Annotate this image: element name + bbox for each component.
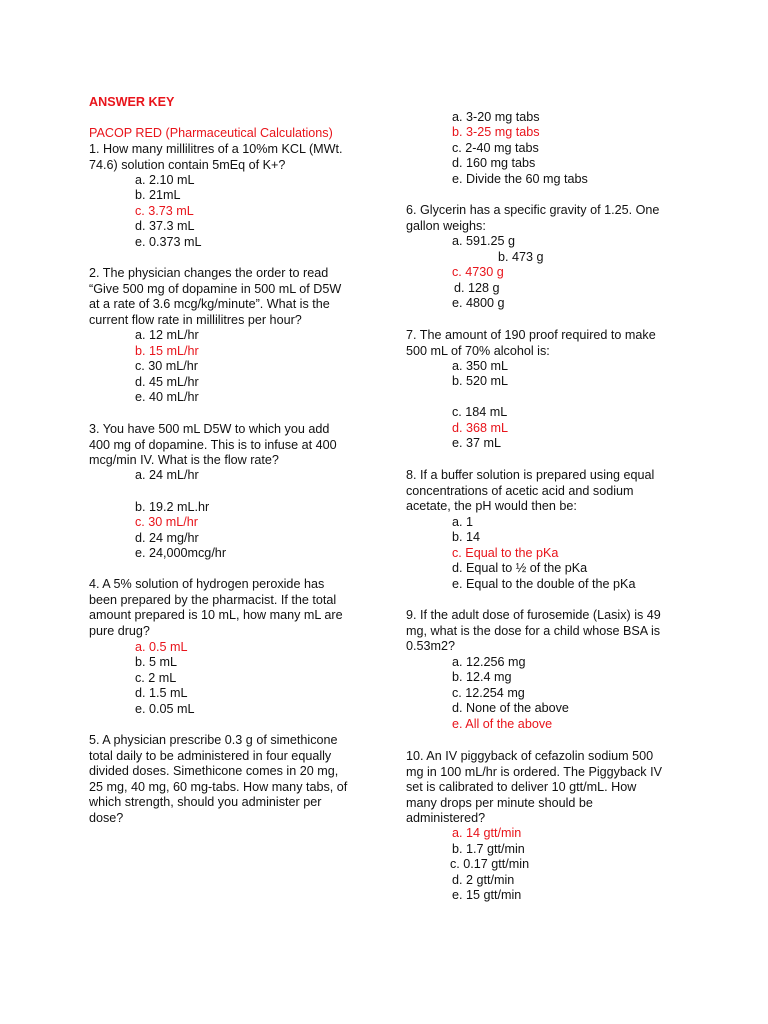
option-8d: d. Equal to ½ of the pKa (452, 561, 588, 575)
question-text: pure drug? (89, 623, 150, 638)
option-6b: b. 473 g (498, 250, 544, 264)
option-3d: d. 24 mg/hr (135, 531, 199, 545)
question-5 (89, 733, 347, 826)
option-4b: b. 5 mL (135, 655, 177, 669)
question-text: 6. Glycerin has a specific gravity of 1.25. One (406, 203, 660, 217)
question-text: 2. The physician changes the order to read (89, 266, 329, 280)
option-2a: a. 12 mL/hr (135, 328, 199, 342)
option-5b-answer: b. 3-25 mg tabs (452, 125, 540, 139)
option-10d: d. 2 gtt/min (452, 873, 515, 887)
option-9b: b. 12.4 mg (452, 670, 512, 684)
option-10e: e. 15 gtt/min (452, 888, 522, 902)
question-text: at a rate of 3.6 mcg/kg/minute”. What is the (89, 297, 330, 311)
option-9d: d. None of the above (452, 701, 569, 715)
option-5d: d. 160 mg tabs (452, 156, 536, 170)
option-9e-answer: e. All of the above (452, 717, 553, 731)
option-3e: e. 24,000mcg/hr (135, 546, 227, 560)
option-9c: c. 12.254 mg (452, 686, 525, 700)
question-text: which strength, should you administer per (89, 795, 322, 809)
option-10b: b. 1.7 gtt/min (452, 842, 525, 856)
question-text: divided doses. Simethicone comes in 20 mg, (89, 764, 339, 778)
question-text: 500 mL of 70% alcohol is: (406, 343, 550, 358)
option-6e: e. 4800 g (452, 296, 505, 310)
question-text: total daily to be administered in four equally (89, 748, 332, 763)
option-8a: a. 1 (452, 515, 474, 529)
option-8e: e. Equal to the double of the pKa (452, 577, 636, 591)
question-text: 1. How many millilitres of a 10%m KCL (MWt. (89, 142, 343, 156)
option-2e: e. 40 mL/hr (135, 390, 199, 404)
question-8 (406, 468, 654, 515)
option-1b: b. 21mL (135, 188, 181, 202)
question-6 (406, 203, 659, 234)
option-6d: d. 128 g (454, 281, 500, 295)
page-subtitle: PACOP RED (Pharmaceutical Calculations) (89, 126, 333, 140)
question-text: acetate, the pH would then be: (406, 499, 577, 513)
option-4c: c. 2 mL (135, 671, 177, 685)
option-1e: e. 0.373 mL (135, 235, 202, 249)
question-10 (406, 749, 662, 827)
question-text: 0.53m2? (406, 639, 456, 653)
question-9 (406, 608, 661, 655)
option-3a: a. 24 mL/hr (135, 468, 199, 482)
option-4a-answer: a. 0.5 mL (135, 640, 188, 654)
question-text: 10. An IV piggyback of cefazolin sodium 500 (406, 749, 654, 763)
question-text: dose? (89, 810, 124, 825)
question-text: 25 mg, 40 mg, 60 mg-tabs. How many tabs, of (89, 779, 348, 794)
question-text: current flow rate in millilitres per hour? (89, 312, 302, 327)
option-2d: d. 45 mL/hr (135, 375, 199, 389)
option-8c-answer: c. Equal to the pKa (452, 546, 559, 560)
option-4d: d. 1.5 mL (135, 686, 188, 700)
question-text: 8. If a buffer solution is prepared using equal (406, 468, 655, 482)
option-6a: a. 591.25 g (452, 234, 516, 248)
option-1c-answer: c. 3.73 mL (135, 204, 194, 218)
question-text: 5. A physician prescribe 0.3 g of simethicone (89, 733, 338, 747)
question-text: gallon weighs: (406, 218, 486, 233)
question-text: administered? (406, 811, 486, 825)
question-4 (89, 577, 343, 639)
question-text: 400 mg of dopamine. This is to infuse at 400 (89, 437, 337, 452)
option-8b: b. 14 (452, 530, 481, 544)
option-3b: b. 19.2 mL.hr (135, 500, 210, 514)
option-2b-answer: b. 15 mL/hr (135, 344, 199, 358)
option-5c: c. 2-40 mg tabs (452, 141, 539, 155)
question-text: set is calibrated to deliver 10 gtt/mL. How (406, 780, 637, 794)
question-7 (406, 328, 656, 359)
option-1d: d. 37.3 mL (135, 219, 195, 233)
page-title: ANSWER KEY (89, 95, 175, 109)
option-5a: a. 3-20 mg tabs (452, 110, 540, 124)
question-3 (89, 422, 337, 469)
question-1 (89, 142, 343, 173)
question-text: many drops per minute should be (406, 795, 593, 810)
option-7d-answer: d. 368 mL (452, 421, 509, 435)
question-text: mg, what is the dose for a child whose BSA is (406, 623, 661, 638)
option-2c: c. 30 mL/hr (135, 359, 198, 373)
option-10c: c. 0.17 gtt/min (450, 857, 530, 871)
option-7b: b. 520 mL (452, 374, 509, 388)
option-9a: a. 12.256 mg (452, 655, 526, 669)
question-text: 9. If the adult dose of furosemide (Lasix) is 49 (406, 608, 661, 622)
question-text: 74.6) solution contain 5mEq of K+? (89, 157, 286, 172)
option-7a: a. 350 mL (452, 359, 509, 373)
option-7c: c. 184 mL (452, 405, 508, 419)
option-3c-answer: c. 30 mL/hr (135, 515, 198, 529)
option-4e: e. 0.05 mL (135, 702, 195, 716)
option-6c-answer: c. 4730 g (452, 265, 504, 279)
option-1a: a. 2.10 mL (135, 173, 195, 187)
question-text: 4. A 5% solution of hydrogen peroxide has (89, 577, 325, 591)
option-7e: e. 37 mL (452, 436, 502, 450)
question-text: mcg/min IV. What is the flow rate? (89, 453, 279, 467)
question-text: “Give 500 mg of dopamine in 500 mL of D5W (89, 281, 342, 296)
question-text: mg in 100 mL/hr is ordered. The Piggyback IV (406, 764, 662, 779)
question-2 (89, 266, 341, 328)
question-text: 3. You have 500 mL D5W to which you add (89, 422, 330, 436)
option-10a-answer: a. 14 gtt/min (452, 826, 522, 840)
question-text: been prepared by the pharmacist. If the total (89, 592, 337, 607)
option-5e: e. Divide the 60 mg tabs (452, 172, 588, 186)
question-text: 7. The amount of 190 proof required to make (406, 328, 656, 342)
question-text: amount prepared is 10 mL, how many mL are (89, 608, 343, 622)
question-text: concentrations of acetic acid and sodium (406, 483, 634, 498)
